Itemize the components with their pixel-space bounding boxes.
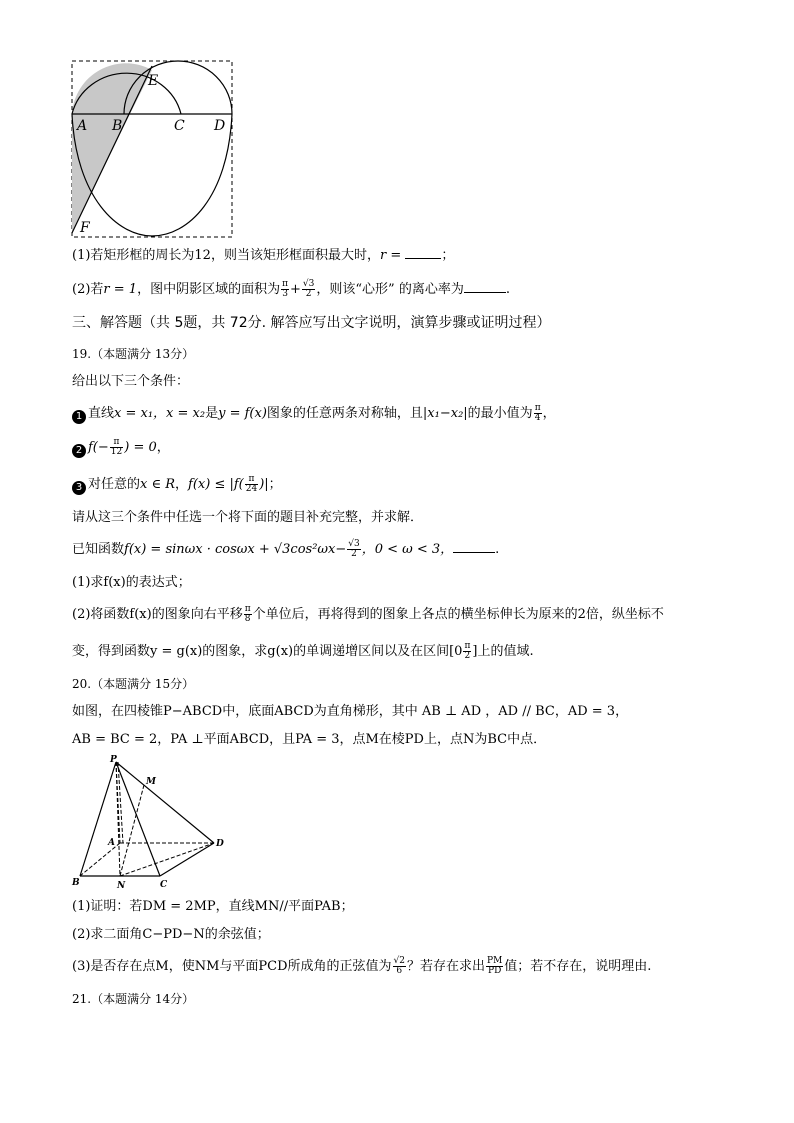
fraction-pi-2: $\frac{\pi}{2}$ xyxy=(464,641,471,661)
q19-ask: 请从这三个条件中任选一个将下面的题目补充完整，并求解． xyxy=(72,510,424,525)
fraction-pi-24: $\frac{\pi}{24}$ xyxy=(245,474,258,494)
label-E: E xyxy=(148,73,159,89)
pyr-label-P: P xyxy=(110,755,117,765)
q18-p2-text: (2)若 xyxy=(72,282,104,297)
pyramid-figure xyxy=(68,752,238,892)
label-C: C xyxy=(174,118,185,134)
q20-part2: (2)求二面角C−PD−N的余弦值； xyxy=(72,927,270,942)
circled-number-2: 2 xyxy=(72,444,86,458)
answer-blank-1[interactable] xyxy=(405,246,441,259)
q19-part2-line1: (2)将函数f(x)的图象向右平移 $\frac{\pi}{8}$ 个单位后，再将得到的图象上各点的横坐标伸长为原来的2倍，纵坐标不 xyxy=(72,604,664,624)
label-A: A xyxy=(77,118,88,134)
label-B: B xyxy=(112,118,123,134)
q19-condition-3: 3 对任意的x ∈ R，f(x) ≤ |f( $\frac{\pi}{24}$ )|； xyxy=(72,475,282,495)
pyr-label-M: M xyxy=(146,777,156,787)
q21-header: 21.（本题满分 14分） xyxy=(72,992,195,1006)
section-title: 三、解答题（共 5题，共 72分. 解答应写出文字说明，演算步骤或证明过程） xyxy=(72,315,551,331)
circled-number-3: 3 xyxy=(72,481,86,495)
edge-PB xyxy=(80,762,116,876)
label-F: F xyxy=(80,220,90,236)
q20-line2: AB = BC = 2，PA ⊥平面ABCD，且PA = 3，点M在棱PD上，点N为BC中点． xyxy=(72,732,547,747)
q18-p2-end: . xyxy=(505,282,510,297)
pyr-label-D: D xyxy=(216,839,224,849)
fraction-pi-12: $\frac{\pi}{12}$ xyxy=(110,437,123,457)
edge-MN xyxy=(120,785,144,876)
q19-condition-2: 2 f(− $\frac{\pi}{12}$ ) = 0， xyxy=(72,438,170,458)
q18-p1-r: r xyxy=(379,248,387,263)
q20-line1: 如图，在四棱锥P−ABCD中，底面ABCD为直角梯形，其中 AB ⊥ AD ，AD // BC，AD = 3， xyxy=(72,704,629,719)
heart-figure xyxy=(68,58,236,240)
plus-sign: + xyxy=(290,282,301,297)
edge-PD xyxy=(116,762,214,843)
label-D: D xyxy=(214,118,226,134)
q19-part1: (1)求f(x)的表达式； xyxy=(72,575,191,590)
fraction-sqrt3-2b: $\frac{√3}{2}$ xyxy=(348,539,360,559)
q18-p1-end: ； xyxy=(441,248,455,263)
q19-part2-line2: 变，得到函数y = g(x)的图象，求g(x)的单调递增区间以及在区间[0 $\frac{\pi}{2}$ ]上的值域. xyxy=(72,641,534,661)
q19-condition-1: 1 直线x = x₁，x = x₂是y = f(x)图象的任意两条对称轴，且|x₁−x₂|的最小值为 $\frac{\pi}{4}$ ， xyxy=(72,404,556,424)
fraction-PM-PD: $\frac{PM}{PD}$ xyxy=(487,956,503,976)
fraction-sqrt3-2: $\frac{√3}{2}$ xyxy=(302,279,315,299)
pyr-label-C: C xyxy=(160,880,168,890)
q20-header: 20.（本题满分 15分） xyxy=(72,677,195,691)
q18-p2-r: r = 1 xyxy=(103,282,138,297)
q19-header: 19.（本题满分 13分） xyxy=(72,347,195,361)
q20-part1: (1)证明：若DM = 2MP，直线MN//平面PAB； xyxy=(72,899,354,914)
q18-p2-text2: ，图中阴影区域的面积为 xyxy=(137,282,281,297)
pyr-label-A: A xyxy=(108,838,115,848)
q18-p1-eq: = xyxy=(386,248,406,263)
edge-PN xyxy=(116,762,120,876)
answer-blank-3[interactable] xyxy=(453,540,495,553)
q18-part2 xyxy=(72,280,510,299)
q19-intro: 给出以下三个条件： xyxy=(72,374,190,389)
fraction-pi-8: $\frac{\pi}{8}$ xyxy=(244,604,251,624)
fraction-pi-4: $\frac{\pi}{4}$ xyxy=(534,403,541,423)
fraction-pi-3: $\frac{\pi}{3}$ xyxy=(282,279,289,299)
pyr-label-N: N xyxy=(117,881,126,891)
pyr-label-B: B xyxy=(72,878,80,888)
circled-number-1: 1 xyxy=(72,410,86,424)
q18-part1 xyxy=(72,246,454,265)
answer-blank-2[interactable] xyxy=(464,280,506,293)
q19-given: 已知函数f(x) = sinωx · cosωx + √3cos²ωx− $\frac{√3}{2}$ ，0 < ω < 3， . xyxy=(72,539,500,559)
q20-part3: (3)是否存在点M，使NM与平面PCD所成角的正弦值为 $\frac{√2}{6}$ ？若存在求出 $\frac{PM}{PD}$ 值；若不存在，说明理由. xyxy=(72,956,652,976)
fraction-sqrt2-6: $\frac{√2}{6}$ xyxy=(393,956,405,976)
q18-p2-text3: ，则该“心形” 的离心率为 xyxy=(316,282,464,297)
q18-p1-text: (1)若矩形框的周长为12，则当该矩形框面积最大时， xyxy=(72,248,380,263)
